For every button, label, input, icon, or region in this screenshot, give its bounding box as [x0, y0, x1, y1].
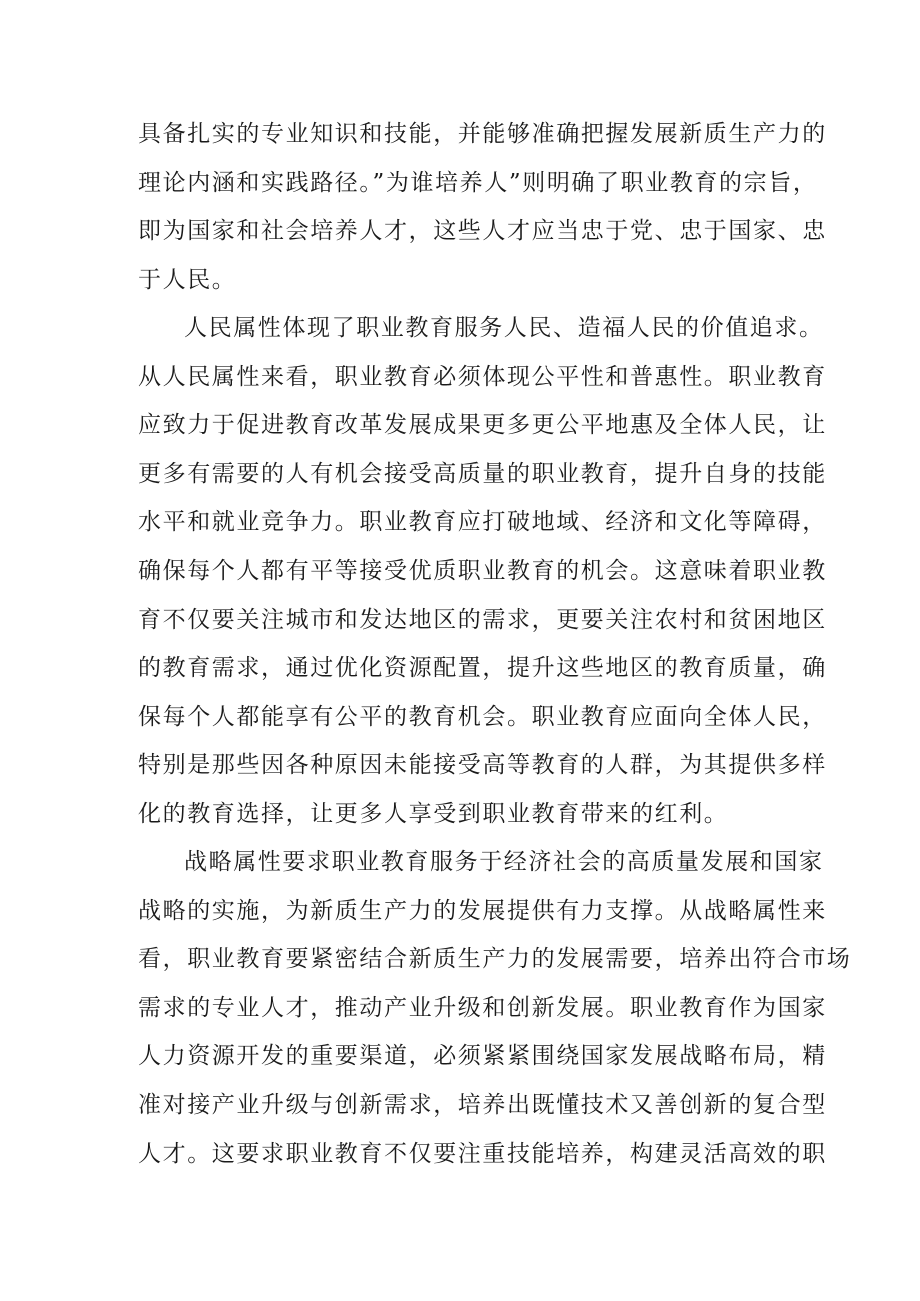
- paragraph-strategic-attribute: [138, 838, 852, 1178]
- text-line: 人力资源开发的重要渠道，必须紧紧围绕国家发展战略布局，精: [138, 1043, 827, 1070]
- text-line: 战略的实施，为新质生产力的发展提供有力支撑。从战略属性来: [138, 897, 827, 924]
- text-line: 于人民。: [138, 266, 237, 293]
- text-line: 战略属性要求职业教育服务于经济社会的高质量发展和国家: [184, 849, 824, 875]
- text-line: 看，职业教育要紧密结合新质生产力的发展需要，培养出符合市场: [138, 946, 852, 973]
- text-line: 理论内涵和实践路径。”为谁培养人”则明确了职业教育的宗旨，: [138, 169, 818, 196]
- paragraph-people-attribute: [138, 304, 827, 839]
- text-line: 确保每个人都有平等接受优质职业教育的机会。这意味着职业教: [138, 557, 827, 584]
- text-line: 人民属性体现了职业教育服务人民、造福人民的价值追求。: [184, 315, 824, 341]
- text-line: 保每个人都能享有公平的教育机会。职业教育应面向全体人民，: [138, 703, 827, 730]
- text-line: 的教育需求，通过优化资源配置，提升这些地区的教育质量，确: [138, 655, 827, 682]
- text-line: 应致力于促进教育改革发展成果更多更公平地惠及全体人民，让: [138, 412, 827, 439]
- text-line: 特别是那些因各种原因未能接受高等教育的人群，为其提供多样: [138, 752, 827, 779]
- paragraph-continued: [138, 110, 827, 304]
- text-line: 从人民属性来看，职业教育必须体现公平性和普惠性。职业教育: [138, 363, 827, 390]
- text-line: 即为国家和社会培养人才，这些人才应当忠于党、忠于国家、忠: [138, 218, 827, 245]
- text-line: 需求的专业人才，推动产业升级和创新发展。职业教育作为国家: [138, 994, 827, 1021]
- text-line: 人才。这要求职业教育不仅要注重技能培养，构建灵活高效的职: [138, 1140, 827, 1167]
- text-line: 具备扎实的专业知识和技能，并能够准确把握发展新质生产力的: [138, 121, 827, 147]
- text-line: 更多有需要的人有机会接受高质量的职业教育，提升自身的技能: [138, 460, 827, 487]
- text-line: 育不仅要关注城市和发达地区的需求，更要关注农村和贫困地区: [138, 606, 827, 633]
- text-line: 化的教育选择，让更多人享受到职业教育带来的红利。: [138, 800, 729, 827]
- text-line: 水平和就业竞争力。职业教育应打破地域、经济和文化等障碍，: [138, 509, 827, 536]
- text-line: 准对接产业升级与创新需求，培养出既懂技术又善创新的复合型: [138, 1091, 827, 1118]
